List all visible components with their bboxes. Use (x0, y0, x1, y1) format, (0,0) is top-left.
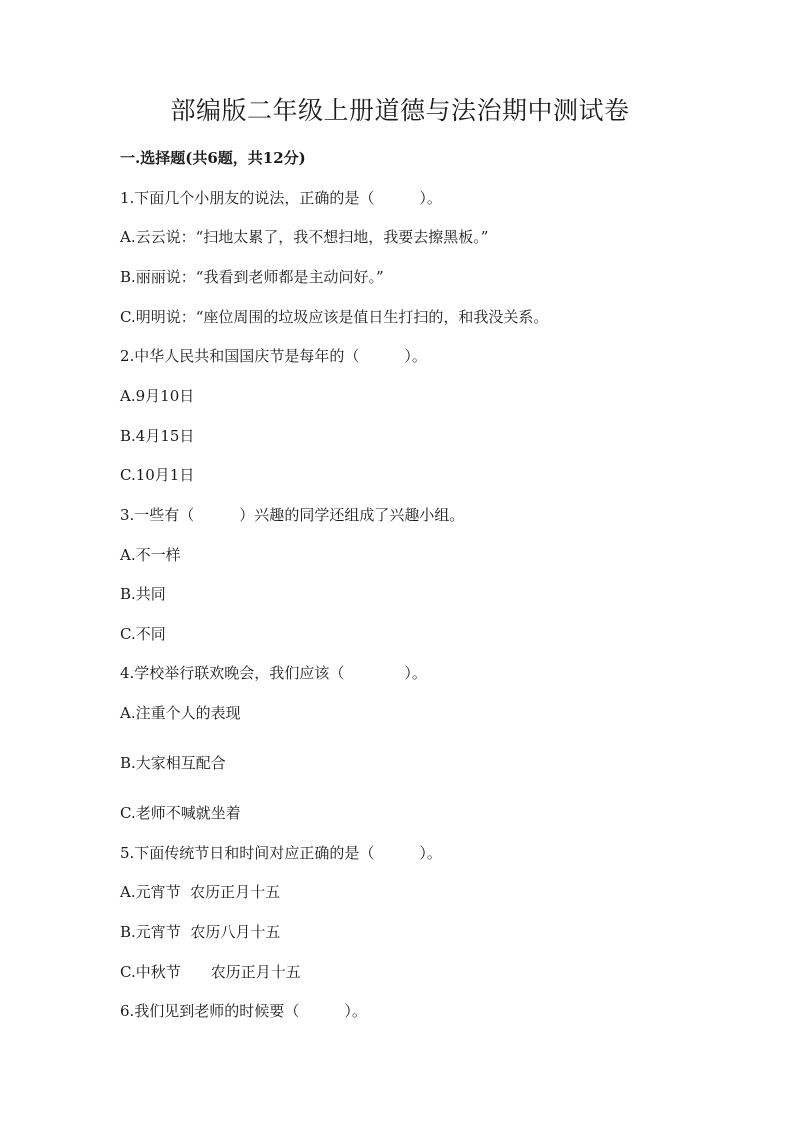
q2-option-b: B.4月15日 (120, 427, 195, 445)
q3-option-a: A.不一样 (120, 546, 181, 564)
question-3: 3.一些有（ ）兴趣的同学还组成了兴趣小组。 (120, 506, 465, 524)
q4-option-a: A.注重个人的表现 (120, 704, 241, 722)
section-heading: 一.选择题(共6题，共12分) (120, 149, 306, 167)
q1-option-c: C.明明说：“座位周围的垃圾应该是值日生打扫的，和我没关系。 (120, 308, 549, 326)
question-5: 5.下面传统节日和时间对应正确的是（ ）。 (120, 844, 442, 862)
question-2: 2.中华人民共和国国庆节是每年的（ ）。 (120, 347, 427, 365)
page-title: 部编版二年级上册道德与法治期中测试卷 (170, 96, 630, 125)
q3-option-b: B.共同 (120, 585, 166, 603)
q4-option-c: C.老师不喊就坐着 (120, 804, 241, 822)
question-1: 1.下面几个小朋友的说法，正确的是（ ）。 (120, 189, 442, 207)
q3-option-c: C.不同 (120, 625, 166, 643)
q5-option-a: A.元宵节 农历正月十五 (120, 883, 281, 901)
question-4: 4.学校举行联欢晚会，我们应该（ ）。 (120, 664, 427, 682)
q2-option-a: A.9月10日 (120, 387, 195, 405)
q2-option-c: C.10月1日 (120, 466, 195, 484)
q1-option-a: A.云云说：“扫地太累了，我不想扫地，我要去擦黑板。” (120, 228, 489, 246)
q5-option-c: C.中秋节 农历正月十五 (120, 963, 301, 981)
q5-option-b: B.元宵节 农历八月十五 (120, 923, 281, 941)
q1-option-b: B.丽丽说：“我看到老师都是主动问好。” (120, 268, 384, 286)
q4-option-b: B.大家相互配合 (120, 754, 226, 772)
question-6: 6.我们见到老师的时候要（ ）。 (120, 1002, 367, 1020)
